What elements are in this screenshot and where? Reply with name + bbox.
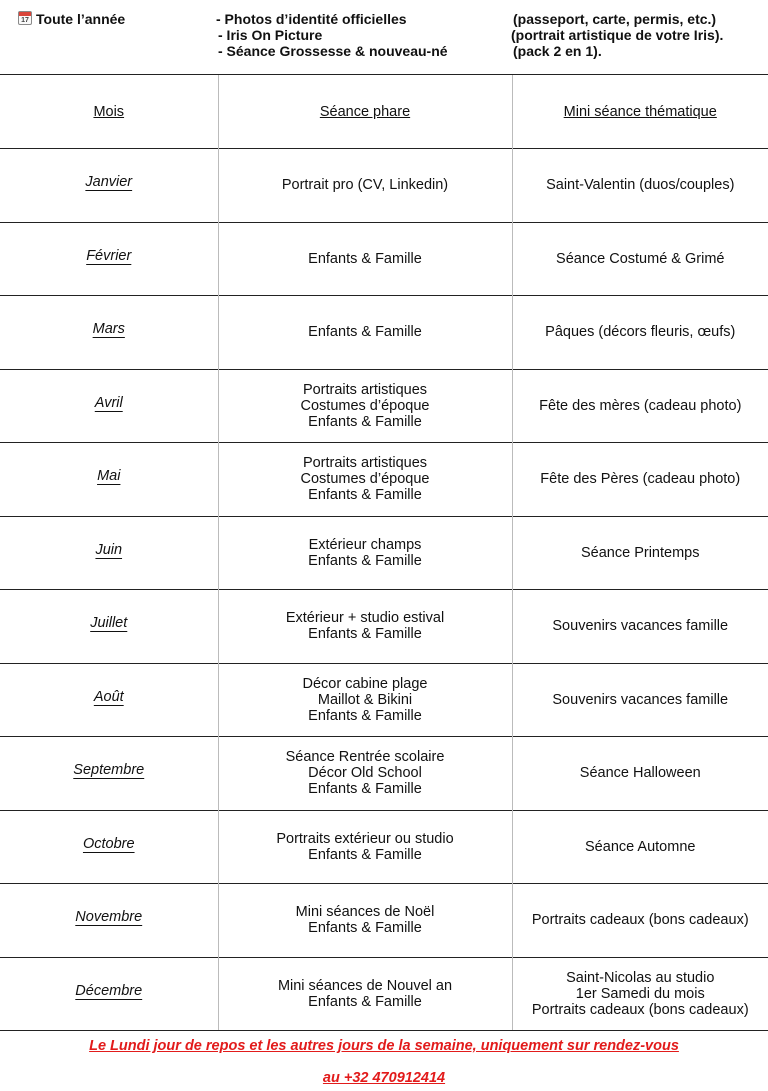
seance-phare-cell <box>218 516 512 590</box>
mini-seance-cell <box>512 884 768 958</box>
mini-seance-line: Souvenirs vacances famille <box>552 691 729 708</box>
seance-phare-cell <box>218 369 512 443</box>
header <box>0 0 768 74</box>
month-cell <box>0 296 218 370</box>
seance-phare-cell <box>218 663 512 737</box>
seance-phare-cell <box>218 810 512 884</box>
service-line: - Iris On Picture <box>218 27 323 43</box>
seance-phare-cell <box>218 590 512 664</box>
table-row <box>0 737 768 811</box>
seance-phare-line: Portraits artistiques <box>302 381 428 398</box>
month-label: Novembre <box>75 909 143 926</box>
month-label: Janvier <box>85 174 133 191</box>
table-row <box>0 149 768 223</box>
seance-phare-line: Mini séances de Noël <box>295 904 435 921</box>
seance-phare-line: Décor cabine plage <box>302 675 428 692</box>
seance-phare-cell <box>218 957 512 1031</box>
seance-phare-cell <box>218 884 512 958</box>
service-line: - Séance Grossesse & nouveau-né <box>218 43 448 59</box>
month-cell <box>0 810 218 884</box>
mini-seance-line: 1er Samedi du mois <box>575 985 705 1002</box>
mini-seance-line: Portraits cadeaux (bons cadeaux) <box>531 912 749 929</box>
seance-phare-line: Portrait pro (CV, Linkedin) <box>281 177 449 194</box>
month-cell <box>0 957 218 1031</box>
month-label: Décembre <box>75 982 143 999</box>
seance-phare-line: Enfants & Famille <box>308 707 422 724</box>
mini-seance-cell <box>512 957 768 1031</box>
seance-phare-line: Portraits artistiques <box>302 455 428 472</box>
table-row <box>0 369 768 443</box>
mini-seance-line: Portraits cadeaux (bons cadeaux) <box>531 1001 749 1018</box>
table-row <box>0 957 768 1031</box>
seance-phare-line: Portraits extérieur ou studio <box>276 830 454 847</box>
table-row <box>0 222 768 296</box>
mini-seance-cell <box>512 810 768 884</box>
seance-phare-line: Enfants & Famille <box>308 487 422 504</box>
footer-phone: au +32 470912414 <box>322 1070 446 1086</box>
column-header-seance-phare: Séance phare <box>218 75 512 149</box>
table-row <box>0 884 768 958</box>
month-cell <box>0 590 218 664</box>
calendar-icon: 17 <box>18 11 32 25</box>
seance-phare-cell <box>218 737 512 811</box>
footer-notice: Le Lundi jour de repos et les autres jours de la semaine, uniquement sur rendez-vous <box>89 1038 679 1054</box>
schedule-table <box>0 74 768 1031</box>
seance-phare-line: Costumes d’époque <box>300 397 430 414</box>
month-cell <box>0 516 218 590</box>
month-label: Août <box>93 688 124 705</box>
month-cell <box>0 149 218 223</box>
seance-phare-line: Enfants & Famille <box>308 781 422 798</box>
mini-seance-line: Pâques (décors fleuris, œufs) <box>545 324 736 341</box>
seance-phare-line: Enfants & Famille <box>308 993 422 1010</box>
month-cell <box>0 443 218 517</box>
mini-seance-line: Séance Automne <box>585 838 696 855</box>
mini-seance-line: Souvenirs vacances famille <box>552 618 729 635</box>
mini-seance-cell <box>512 590 768 664</box>
month-cell <box>0 222 218 296</box>
month-label: Mars <box>92 321 125 338</box>
mini-seance-line: Saint-Valentin (duos/couples) <box>546 177 735 194</box>
seance-phare-line: Extérieur champs <box>308 536 422 553</box>
mini-seance-cell <box>512 737 768 811</box>
month-cell <box>0 663 218 737</box>
seance-phare-line: Enfants & Famille <box>308 413 422 430</box>
seance-phare-line: Enfants & Famille <box>308 920 422 937</box>
mini-seance-line: Séance Costumé & Grimé <box>556 250 725 267</box>
seance-phare-line: Enfants & Famille <box>308 846 422 863</box>
seance-phare-cell <box>218 149 512 223</box>
seance-phare-line: Enfants & Famille <box>308 626 422 643</box>
mini-seance-cell <box>512 149 768 223</box>
service-note: (passeport, carte, permis, etc.) <box>513 11 717 27</box>
seance-phare-line: Costumes d’époque <box>300 471 430 488</box>
month-label: Avril <box>94 394 123 411</box>
seance-phare-line: Enfants & Famille <box>308 552 422 569</box>
mini-seance-line: Séance Printemps <box>581 544 700 561</box>
seance-phare-line: Maillot & Bikini <box>317 691 413 708</box>
month-label: Octobre <box>82 835 135 852</box>
mini-seance-line: Saint-Nicolas au studio <box>566 969 715 986</box>
seance-phare-cell <box>218 443 512 517</box>
header-title: Toute l’année <box>36 11 126 27</box>
mini-seance-cell <box>512 369 768 443</box>
month-label: Mai <box>97 468 121 485</box>
seance-phare-cell <box>218 222 512 296</box>
table-body <box>0 149 768 1031</box>
table-row <box>0 516 768 590</box>
month-cell <box>0 369 218 443</box>
mini-seance-cell <box>512 443 768 517</box>
seance-phare-line: Enfants & Famille <box>308 324 422 341</box>
month-label: Février <box>86 247 132 264</box>
month-cell <box>0 884 218 958</box>
seance-phare-line: Décor Old School <box>308 765 422 782</box>
month-label: Juin <box>95 541 123 558</box>
column-header-mini-seance: Mini séance thématique <box>512 75 768 149</box>
seance-phare-line: Enfants & Famille <box>308 250 422 267</box>
seance-phare-line: Séance Rentrée scolaire <box>285 749 445 766</box>
seance-phare-cell <box>218 296 512 370</box>
mini-seance-line: Fête des mères (cadeau photo) <box>539 397 742 414</box>
column-header-month: Mois <box>0 75 218 149</box>
seance-phare-line: Extérieur + studio estival <box>285 610 445 627</box>
mini-seance-cell <box>512 222 768 296</box>
service-line: - Photos d’identité officielles <box>216 11 407 27</box>
mini-seance-cell <box>512 296 768 370</box>
service-note: (portrait artistique de votre Iris). <box>511 27 724 43</box>
table-row <box>0 443 768 517</box>
mini-seance-line: Séance Halloween <box>579 765 701 782</box>
month-cell <box>0 737 218 811</box>
seance-phare-line: Mini séances de Nouvel an <box>277 977 453 994</box>
mini-seance-cell <box>512 516 768 590</box>
service-note: (pack 2 en 1). <box>513 43 602 59</box>
mini-seance-line: Fête des Pères (cadeau photo) <box>540 471 741 488</box>
table-row <box>0 810 768 884</box>
month-label: Juillet <box>90 615 128 632</box>
table-row <box>0 663 768 737</box>
month-label: Septembre <box>73 762 145 779</box>
table-row <box>0 296 768 370</box>
table-header-row <box>0 75 768 149</box>
table-row <box>0 590 768 664</box>
mini-seance-cell <box>512 663 768 737</box>
